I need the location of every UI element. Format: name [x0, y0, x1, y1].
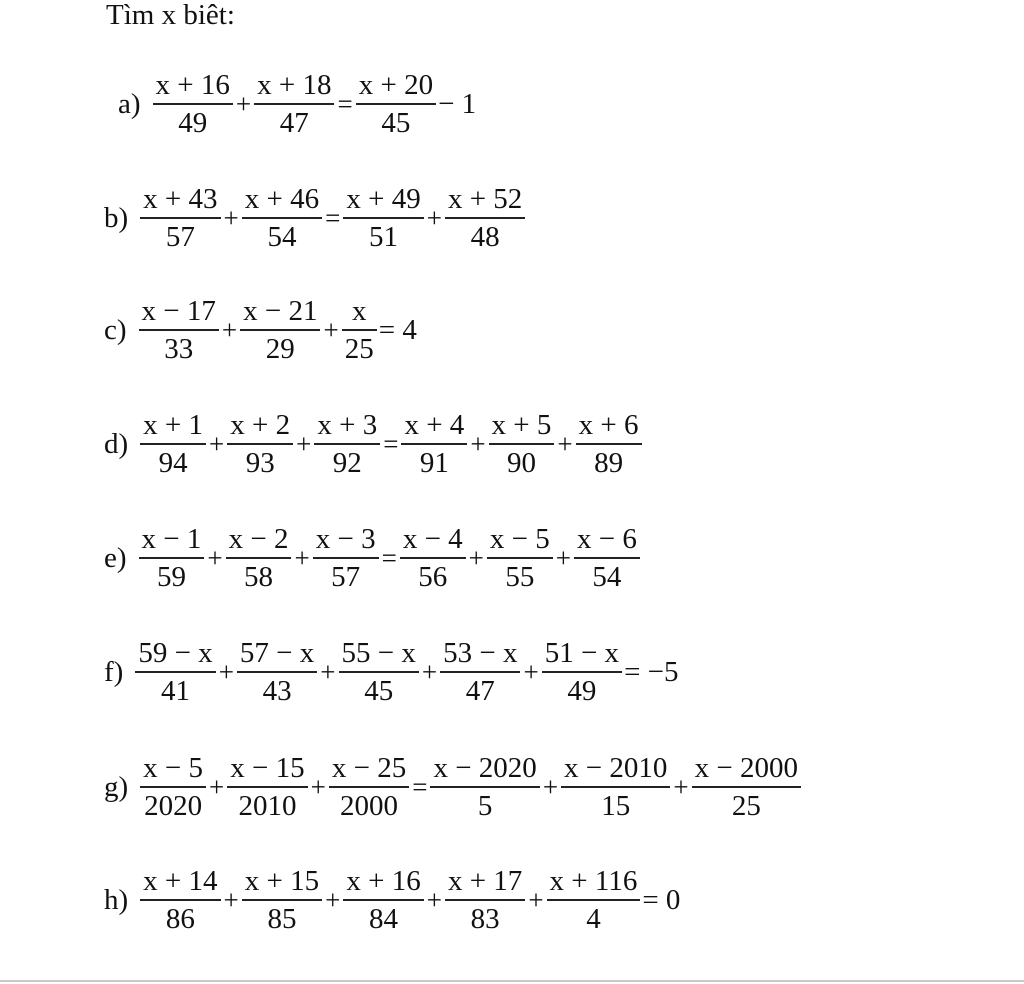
fraction-numerator: x	[351, 295, 367, 327]
fraction-numerator: x + 116	[549, 865, 638, 897]
page-title: Tìm x biêt:	[106, 0, 235, 31]
operator: +	[523, 656, 539, 687]
fraction-denominator: 5	[477, 790, 493, 822]
fraction-denominator: 90	[506, 447, 536, 479]
right-hand-side: = −5	[624, 655, 679, 688]
operator: +	[555, 542, 571, 573]
operator: +	[310, 771, 326, 802]
fraction	[139, 524, 205, 592]
problem-g	[104, 753, 801, 821]
page-bottom-border	[0, 980, 1024, 982]
fraction-numerator: 51 − x	[544, 637, 620, 669]
fraction	[135, 638, 215, 706]
operator: +	[209, 771, 225, 802]
fraction-numerator: x − 25	[331, 752, 407, 784]
problem-d	[104, 410, 642, 478]
fraction	[356, 70, 436, 138]
fraction	[240, 296, 320, 364]
fraction	[542, 638, 622, 706]
operator: +	[223, 202, 239, 233]
fraction-denominator: 93	[245, 447, 275, 479]
problem-c	[104, 296, 417, 364]
fraction	[313, 524, 379, 592]
fraction	[314, 410, 380, 478]
problem-label: c)	[104, 313, 127, 346]
fraction	[226, 524, 292, 592]
fraction-numerator: x + 16	[155, 69, 230, 101]
fraction-numerator: x − 1	[141, 523, 202, 555]
fraction-numerator: x + 18	[257, 69, 332, 101]
fraction	[254, 70, 334, 138]
operator: +	[235, 88, 252, 119]
fraction	[139, 296, 219, 364]
fraction-numerator: x + 15	[244, 865, 320, 897]
operator: +	[221, 314, 238, 345]
fraction-numerator: x − 21	[243, 295, 318, 327]
fraction-denominator: 29	[265, 333, 295, 365]
fraction-denominator: 25	[344, 333, 374, 365]
fraction	[440, 638, 520, 706]
right-hand-side: = 4	[378, 313, 417, 346]
operator: +	[223, 884, 239, 915]
fraction-numerator: x + 43	[143, 183, 218, 215]
operator: +	[325, 884, 341, 915]
right-hand-side: − 1	[438, 87, 477, 120]
fraction-numerator: x − 5	[143, 752, 204, 784]
fraction	[445, 184, 525, 252]
fraction-numerator: 59 − x	[138, 637, 213, 669]
fraction-numerator: x + 6	[578, 409, 639, 441]
fraction-denominator: 49	[567, 675, 597, 707]
fraction	[153, 70, 233, 138]
fraction	[227, 753, 307, 821]
problem-e	[104, 524, 640, 592]
fraction-numerator: x − 2020	[433, 752, 537, 784]
operator: +	[468, 542, 484, 573]
fraction-numerator: 55 − x	[341, 637, 416, 669]
fraction-denominator: 85	[267, 903, 297, 935]
fraction-denominator: 92	[332, 447, 362, 479]
fraction-denominator: 56	[418, 561, 448, 593]
operator: +	[426, 202, 442, 233]
fraction	[227, 410, 293, 478]
fraction	[343, 866, 423, 934]
fraction-numerator: x − 2010	[564, 752, 668, 784]
problem-b	[104, 184, 525, 252]
fraction-numerator: x + 52	[447, 183, 523, 215]
fraction-numerator: x − 2	[228, 523, 289, 555]
fraction-denominator: 2020	[144, 790, 203, 822]
fraction-numerator: x + 14	[143, 865, 218, 897]
fraction	[140, 184, 220, 252]
fraction	[489, 410, 555, 478]
fraction-denominator: 25	[731, 790, 761, 822]
fraction-numerator: x − 5	[489, 523, 550, 555]
fraction-numerator: x + 46	[244, 183, 320, 215]
fraction	[242, 866, 322, 934]
problem-f	[104, 638, 679, 706]
fraction-denominator: 91	[419, 447, 449, 479]
fraction-denominator: 45	[381, 107, 411, 139]
fraction	[339, 638, 419, 706]
operator: +	[557, 428, 573, 459]
fraction-denominator: 84	[369, 903, 399, 935]
fraction-denominator: 51	[369, 221, 399, 253]
fraction-denominator: 54	[592, 561, 622, 593]
fraction-numerator: x − 3	[315, 523, 376, 555]
operator: =	[325, 202, 341, 233]
fraction-denominator: 47	[465, 675, 495, 707]
fraction	[401, 410, 467, 478]
fraction	[343, 184, 423, 252]
problem-a	[118, 70, 476, 138]
fraction-denominator: 33	[164, 333, 194, 365]
problem-label: a)	[118, 87, 141, 120]
fraction-numerator: x − 17	[141, 295, 216, 327]
problem-label: b)	[104, 201, 129, 234]
operator: +	[207, 542, 223, 573]
fraction-denominator: 43	[262, 675, 292, 707]
fraction	[561, 753, 670, 821]
operator: =	[412, 771, 428, 802]
fraction-numerator: x + 4	[404, 409, 465, 441]
operator: +	[323, 314, 339, 345]
operator: =	[383, 428, 399, 459]
fraction	[237, 638, 317, 706]
problem-label: g)	[104, 770, 129, 803]
fraction-numerator: x + 16	[346, 865, 421, 897]
fraction-denominator: 15	[601, 790, 631, 822]
fraction-denominator: 58	[244, 561, 274, 593]
fraction	[242, 184, 322, 252]
fraction-denominator: 47	[279, 107, 309, 139]
fraction-numerator: x + 5	[491, 409, 552, 441]
fraction	[140, 410, 206, 478]
operator: +	[218, 656, 234, 687]
fraction-numerator: x + 17	[447, 865, 523, 897]
fraction-denominator: 83	[470, 903, 500, 935]
problem-label: f)	[104, 655, 124, 688]
fraction-numerator: x − 6	[577, 523, 637, 555]
fraction	[342, 296, 377, 364]
operator: =	[337, 88, 353, 119]
right-hand-side: = 0	[642, 883, 681, 916]
fraction-denominator: 57	[165, 221, 195, 253]
fraction-numerator: x + 49	[346, 183, 421, 215]
fraction	[574, 524, 640, 592]
fraction-denominator: 94	[158, 447, 188, 479]
fraction-numerator: x − 2000	[694, 752, 798, 784]
fraction	[576, 410, 642, 478]
problem-label: d)	[104, 427, 129, 460]
operator: +	[296, 428, 312, 459]
fraction-denominator: 41	[161, 675, 190, 707]
operator: =	[381, 542, 397, 573]
fraction	[329, 753, 409, 821]
fraction	[445, 866, 525, 934]
fraction-denominator: 49	[178, 107, 208, 139]
fraction	[430, 753, 539, 821]
operator: +	[673, 771, 689, 802]
problem-label: e)	[104, 541, 127, 574]
fraction-denominator: 2010	[238, 790, 297, 822]
operator: +	[294, 542, 310, 573]
fraction-denominator: 48	[470, 221, 500, 253]
fraction-numerator: 53 − x	[443, 637, 518, 669]
operator: +	[320, 656, 336, 687]
fraction-denominator: 45	[364, 675, 394, 707]
operator: +	[542, 771, 559, 802]
fraction-denominator: 4	[586, 903, 601, 935]
fraction-denominator: 54	[267, 221, 297, 253]
fraction	[140, 753, 206, 821]
fraction-denominator: 2000	[340, 790, 399, 822]
fraction	[547, 866, 641, 934]
problem-label: h)	[104, 883, 129, 916]
fraction-denominator: 89	[594, 447, 624, 479]
operator: +	[426, 884, 442, 915]
fraction-numerator: x + 3	[317, 409, 378, 441]
fraction	[692, 753, 801, 821]
fraction-numerator: 57 − x	[239, 637, 315, 669]
fraction-numerator: x − 4	[402, 523, 463, 555]
fraction-denominator: 86	[165, 903, 195, 935]
fraction-numerator: x − 15	[230, 752, 305, 784]
operator: +	[421, 656, 438, 687]
fraction-numerator: x + 2	[230, 409, 291, 441]
operator: +	[528, 884, 544, 915]
fraction-denominator: 57	[331, 561, 361, 593]
problem-h	[104, 866, 680, 934]
fraction-numerator: x + 20	[358, 69, 434, 101]
fraction	[400, 524, 466, 592]
fraction	[140, 866, 220, 934]
fraction	[487, 524, 553, 592]
fraction-numerator: x + 1	[143, 409, 204, 441]
fraction-denominator: 59	[156, 561, 186, 593]
operator: +	[470, 428, 486, 459]
operator: +	[209, 428, 225, 459]
fraction-denominator: 55	[505, 561, 535, 593]
